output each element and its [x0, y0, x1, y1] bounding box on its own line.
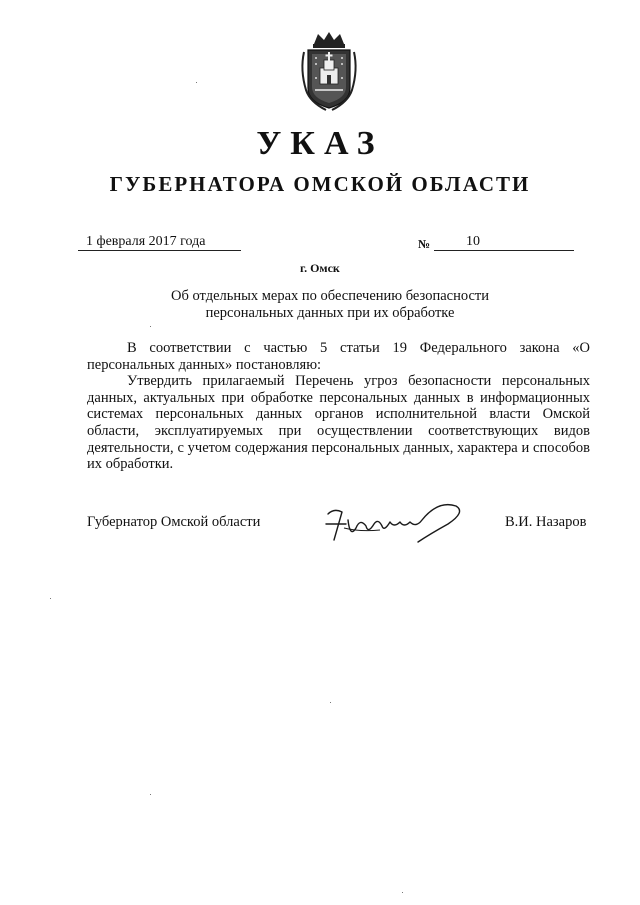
scan-speck	[196, 82, 197, 83]
document-title: УКАЗ	[256, 125, 384, 162]
scan-speck	[50, 598, 51, 599]
document-number: 10	[434, 234, 574, 251]
paragraph-2: Утвердить прилагаемый Перечень угроз безопасности персональных данных, актуальных при обработке персональных данных в информационных системах персональных данных органов исполнительной власти Омской области, эксплуатируемых при осуществлении соответствующих видов деятельности, с учетом содержания персональных данных, характера и способов их обработки.	[87, 373, 590, 473]
document-body	[87, 340, 590, 473]
coat-of-arms-icon	[296, 30, 362, 112]
signer-title: Губернатор Омской области	[87, 514, 261, 530]
document-date: 1 февраля 2017 года	[78, 234, 241, 251]
signature-icon	[320, 498, 470, 546]
document-subtitle: ГУБЕРНАТОРА ОМСКОЙ ОБЛАСТИ	[109, 172, 531, 196]
document-city: г. Омск	[300, 261, 340, 275]
paragraph-1: В соответствии с частью 5 статьи 19 Федерального закона «О персональных данных» постановляю:	[87, 340, 590, 373]
scan-speck	[402, 892, 403, 893]
scan-speck	[150, 326, 151, 327]
scan-speck	[330, 702, 331, 703]
document-heading	[150, 288, 510, 322]
heading-line-1: Об отдельных мерах по обеспечению безопасности	[171, 288, 489, 304]
signer-name: В.И. Назаров	[505, 514, 587, 530]
heading-line-2: персональных данных при их обработке	[205, 305, 455, 321]
scan-speck	[150, 794, 151, 795]
number-label: №	[418, 237, 431, 251]
